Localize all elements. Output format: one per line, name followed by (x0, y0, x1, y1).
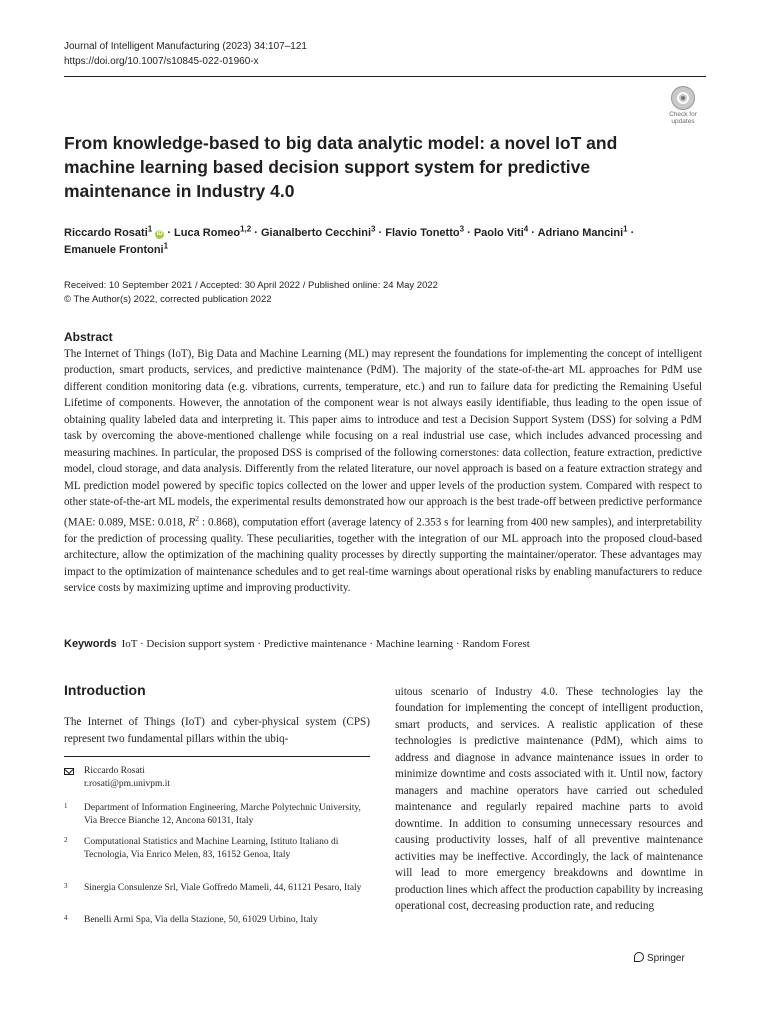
dates-line: Received: 10 September 2021 / Accepted: 30 April 2022 / Published online: 24 May 2022 (64, 280, 438, 291)
publisher-name: Springer (647, 953, 685, 964)
corresponding-author-name: Riccardo Rosati (84, 766, 145, 776)
author-affiliation-mark: 4 (523, 224, 529, 234)
affiliation-number: 1 (64, 802, 68, 810)
paper-title: From knowledge-based to big data analytic model: a novel IoT and machine learning based decision support system for predictive maintenance in Industry 4.0 (64, 133, 618, 201)
r-squared-exponent: 2 (195, 513, 200, 523)
affiliation-text: Computational Statistics and Machine Learning, Istituto Italiano di Tecnologia, Via Enrico Melen, 83, 16152 Genoa, Italy (84, 837, 339, 860)
publisher-logo (634, 952, 685, 966)
author-affiliation-mark: 3 (371, 224, 376, 234)
author-affiliation-mark: 1 (163, 241, 169, 251)
r-squared-symbol: R (188, 516, 196, 529)
introduction-left-column: The Internet of Things (IoT) and cyber-physical system (CPS) represent two fundamental pillars within the ubiq- (64, 716, 370, 745)
affiliation-text: Sinergia Consulenze Srl, Viale Goffredo Mameli, 44, 61121 Pesaro, Italy (84, 883, 362, 893)
author-name[interactable]: Adriano Mancini (537, 227, 624, 239)
author-affiliation-mark: 1 (147, 224, 153, 234)
badge-line-1: Check for (669, 111, 697, 118)
orcid-icon[interactable]: iD (156, 231, 163, 237)
affiliation-text: Department of Information Engineering, Marche Polytechnic University, Via Brecce Bianche 12, Ancona 60131, Italy (84, 803, 361, 826)
affiliation (64, 882, 370, 895)
affiliation (64, 914, 370, 927)
envelope-icon (64, 768, 74, 775)
affiliation-number: 3 (64, 882, 68, 890)
journal-header (64, 40, 307, 69)
corresponding-author-email[interactable]: r.rosati@pm.univpm.it (84, 779, 171, 789)
author-affiliation-mark: 1 (623, 224, 628, 234)
abstract-heading: Abstract (64, 330, 113, 344)
introduction-right-column: uitous scenario of Industry 4.0. These technologies lay the foundation for implementing the concept of intelligent production, smart products, and services. A realistic application of these technologies is predictive maintenance (PdM), which aims to address and diagnose in advance maintenance issues in order to minimize downtime and costs associated with it. Until now, factory managers and machine operators have carried out scheduled maintenance and regularly repaired machine parts to avoid downtime. In addition to consuming unnecessary resources and causing productivity losses, half of all preventive maintenance activities may be ineffective. Accordingly, the lack of maintenance will lead to more emergency breakdowns and downtime in production lines which affect the production capability by increasing operational cost, decreasing production rate, and reducing (395, 686, 703, 913)
abstract-text-part-2: : 0.868), computation effort (average latency of 2.353 s for learning from 400 new samples), and interpretability for the prediction of processing quality. These peculiarities, together with the integration of our ML approach into the proposed cloud-based architecture, allow the optimization of the machining quality processes by directly supporting the maintainer/operator. These advantages may impact to the optimization of maintenance schedules and to get real-time warnings about operational risks by enabling manufacturers to reduce service costs by maximizing uptime and improving productivity. (64, 516, 702, 595)
author-name[interactable]: Gianalberto Cecchini (260, 227, 371, 239)
corresponding-author (64, 765, 170, 791)
badge-line-2: updates (671, 118, 695, 125)
author-list: Riccardo Rosati$^1$ iD · Luca Romeo$^{1,2}$ · Gianalberto Cecchini$^3$ · Flavio Tonetto$^3$ · Paolo Viti$^4$ · Adriano Mancini$^1$ · Emanuele Frontoni$^1$ (64, 224, 635, 256)
header-rule (64, 76, 706, 77)
author-affiliation-mark: 3 (459, 224, 465, 234)
introduction-heading: Introduction (64, 682, 146, 698)
affiliation-number: 2 (64, 836, 68, 844)
author-affiliation-mark: 1,2 (240, 224, 252, 234)
affiliation (64, 802, 370, 828)
publication-dates (64, 279, 438, 307)
affiliation-number: 4 (64, 914, 68, 922)
affiliation (64, 836, 370, 862)
copyright-line: © The Author(s) 2022, corrected publication 2022 (64, 294, 272, 305)
author-name[interactable]: Emanuele Frontoni (64, 244, 164, 256)
affiliation-text: Benelli Armi Spa, Via della Stazione, 50, 61029 Urbino, Italy (84, 915, 318, 925)
keywords-label: Keywords (64, 638, 117, 650)
author-name[interactable]: Riccardo Rosati (64, 227, 148, 239)
author-name[interactable]: Flavio Tonetto (385, 227, 460, 239)
check-for-updates-icon (671, 86, 695, 110)
author-name[interactable]: Luca Romeo (174, 227, 241, 239)
doi-link[interactable]: https://doi.org/10.1007/s10845-022-01960-x (64, 55, 259, 67)
footnote-rule (64, 756, 370, 757)
keywords (64, 636, 704, 652)
abstract-text-part-1: The Internet of Things (IoT), Big Data and Machine Learning (ML) may represent the foundations for implementing the concept of intelligent production, smart products, services, and predictive maintenance (PdM). The majority of the state-of-the-art ML approaches for PdM use different condition monitoring data (e.g. vibrations, currents, temperature, etc.) and run to failure data for predicting the Remaining Useful Lifetime of components. However, the annotation of the component wear is not always easily identifiable, thus leading to the open issue of obtaining quality labeled data and interpreting it. This paper aims to introduce and test a Decision Support System (DSS) for solving a PdM task by overcoming the above-mentioned challenge while focusing on a real industrial use case, which includes advanced processing and measuring machines. In particular, the proposed DSS is comprised of the following cornerstones: data collection, feature extraction, predictive model, cloud storage, and data analysis. Differently from the related literature, our novel approach is based on a feature extraction strategy and ML prediction model powered by specific topics collected on the lower and upper levels of the production system. Compared with respect to other state-of-the-art ML models, the experimental results demonstrated how our approach is the best trade-off between predictive performance (MAE: 0.089, MSE: 0.018, (64, 348, 702, 529)
author-name[interactable]: Paolo Viti (473, 227, 524, 239)
springer-horse-icon (634, 952, 644, 962)
journal-citation: Journal of Intelligent Manufacturing (2023) 34:107–121 (64, 41, 307, 52)
check-for-updates-badge[interactable] (663, 86, 703, 126)
abstract-body (64, 346, 702, 596)
keywords-list: IoT · Decision support system · Predictive maintenance · Machine learning · Random Forest (121, 638, 530, 650)
